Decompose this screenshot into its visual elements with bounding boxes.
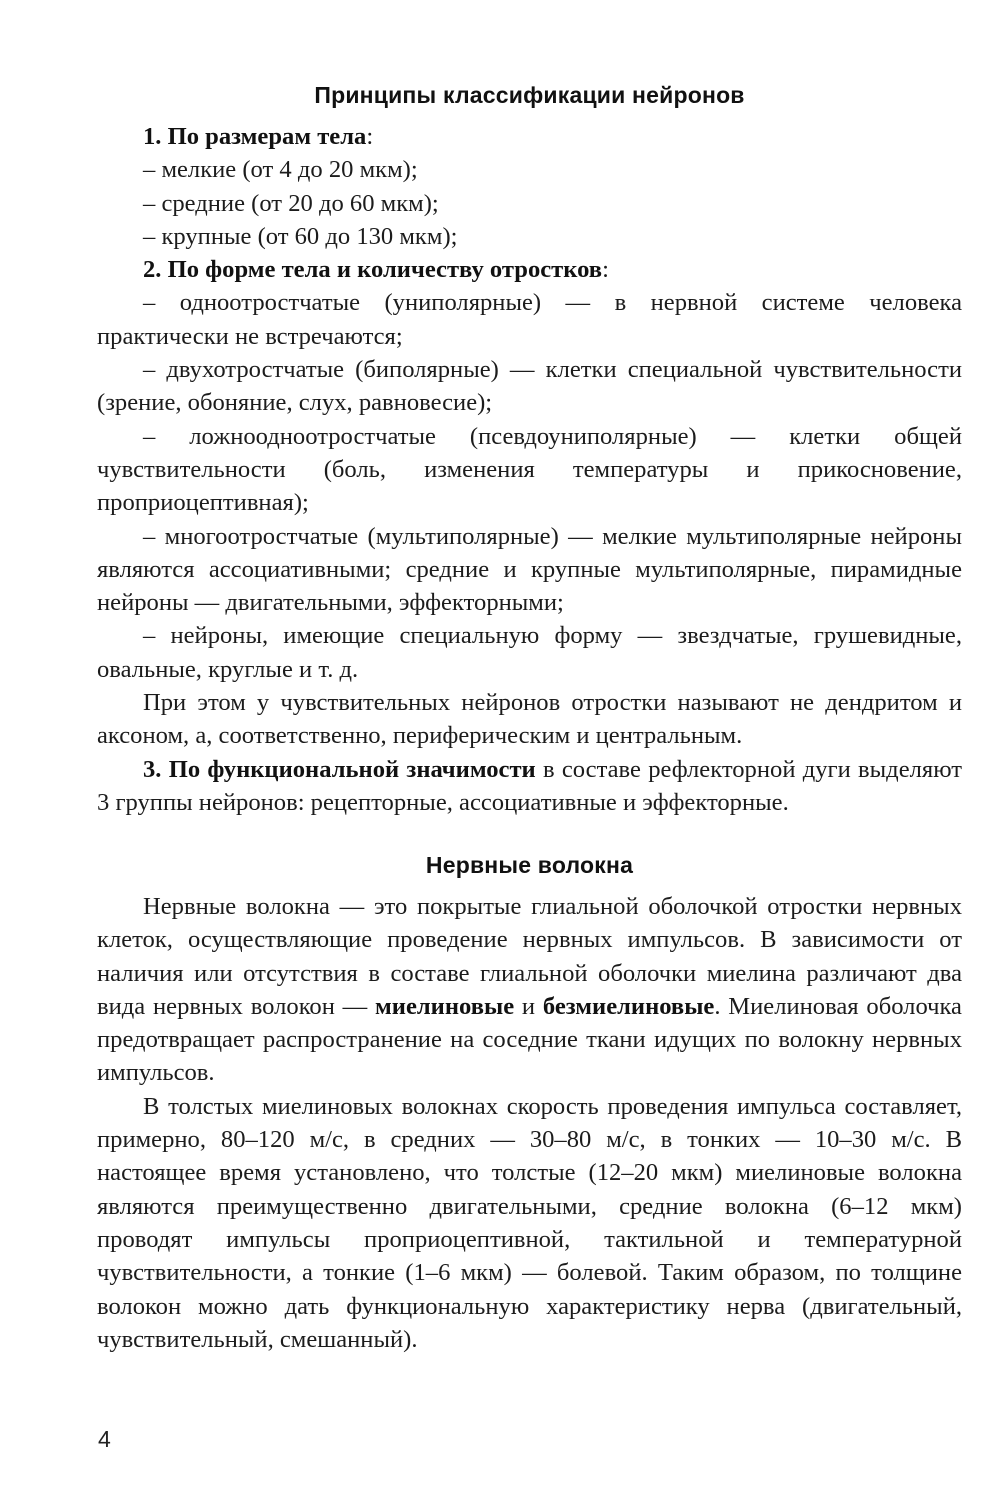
p1-conjunction: и (514, 992, 543, 1020)
size-item-small: – мелкие (от 4 до 20 мкм); (143, 156, 418, 184)
section-title-nerve-fibers: Нервные волокна (425, 852, 634, 878)
term-unmyelinated: безмиелиновые (542, 992, 715, 1020)
section-title-neuron-classification: Принципы классификации нейронов (314, 82, 745, 108)
size-heading-colon: : (366, 123, 374, 150)
sensory-neuron-note: При этом у чувствительных нейронов отростки называют не дендритом и аксоном, а, соответственно, периферическим и центральным. (97, 689, 962, 750)
size-heading (97, 120, 962, 153)
p1-text-b: . Миелиновая оболочка предотвращает распространение на соседние ткани идущих по волокну нервных импульсов. (97, 992, 962, 1087)
size-item-medium: – средние (от 20 до 60 мкм); (143, 189, 439, 217)
classification-body (97, 120, 962, 819)
function-text: в составе рефлекторной дуги выделяют 3 группы нейронов: рецепторные, ассоциативные и эффекторные. (97, 755, 962, 816)
shape-item-special: – нейроны, имеющие специальную форму — звездчатые, грушевидные, овальные, круглые и т. д. (97, 622, 962, 683)
shape-item-bipolar: – двухотростчатые (биполярные) — клетки специальной чувствительности (зрение, обоняние, слух, равновесие); (97, 356, 962, 417)
size-item-large: – крупные (от 60 до 130 мкм); (143, 222, 458, 250)
size-heading-label: 1. По размерам тела (143, 123, 367, 150)
shape-item-pseudounipolar: – ложноодноотростчатые (псевдоуниполярные) — клетки общей чувствительности (боль, изменения температуры и прикосновение, проприоцептивная); (97, 422, 962, 517)
nerve-fibers-paragraph-1 (97, 890, 962, 1090)
shape-heading-colon: : (602, 256, 609, 284)
function-heading: 3. По функциональной значимости (143, 755, 536, 783)
shape-item-unipolar: – одноотростчатые (униполярные) — в нервной системе человека практически не встречаются; (97, 289, 962, 350)
p1-text-a: Нервные волокна — это покрытые глиальной оболочкой отростки нервных клеток, осуществляющие проведение нервных импульсов. В зависимости от наличия или отсутствия в составе глиальной оболочки миелина различают два вида нервных волокон — (97, 893, 962, 1020)
nerve-fibers-body (97, 890, 962, 1356)
shape-heading-label: 2. По форме тела и количеству отростков (143, 256, 603, 284)
page-number: 4 (98, 1426, 111, 1452)
nerve-fibers-paragraph-2: В толстых миелиновых волокнах скорость проведения импульса составляет, примерно, 80–120 м/с, в средних — 30–80 м/с, в тонких — 10–30 м/с. В настоящее время установлено, что толстые (12–20 мкм) миелиновые волокна являются преимущественно двигательными, средние волокна (6–12 мкм) проводят импульсы проприоцептивной, тактильной и температурной чувствительности, а тонкие (1–6 мкм) — болевой. Таким образом, по толщине волокон можно дать функциональную характеристику нерва (двигательный, чувствительный, смешанный). (97, 1092, 962, 1353)
term-myelinated: миелиновые (375, 992, 515, 1020)
shape-item-multipolar: – многоотростчатые (мультиполярные) — мелкие мультиполярные нейроны являются ассоциативными; средние и крупные мультиполярные, пирамидные нейроны — двигательными, эффекторными; (97, 522, 962, 617)
function-paragraph (97, 753, 962, 820)
shape-heading (97, 253, 962, 286)
